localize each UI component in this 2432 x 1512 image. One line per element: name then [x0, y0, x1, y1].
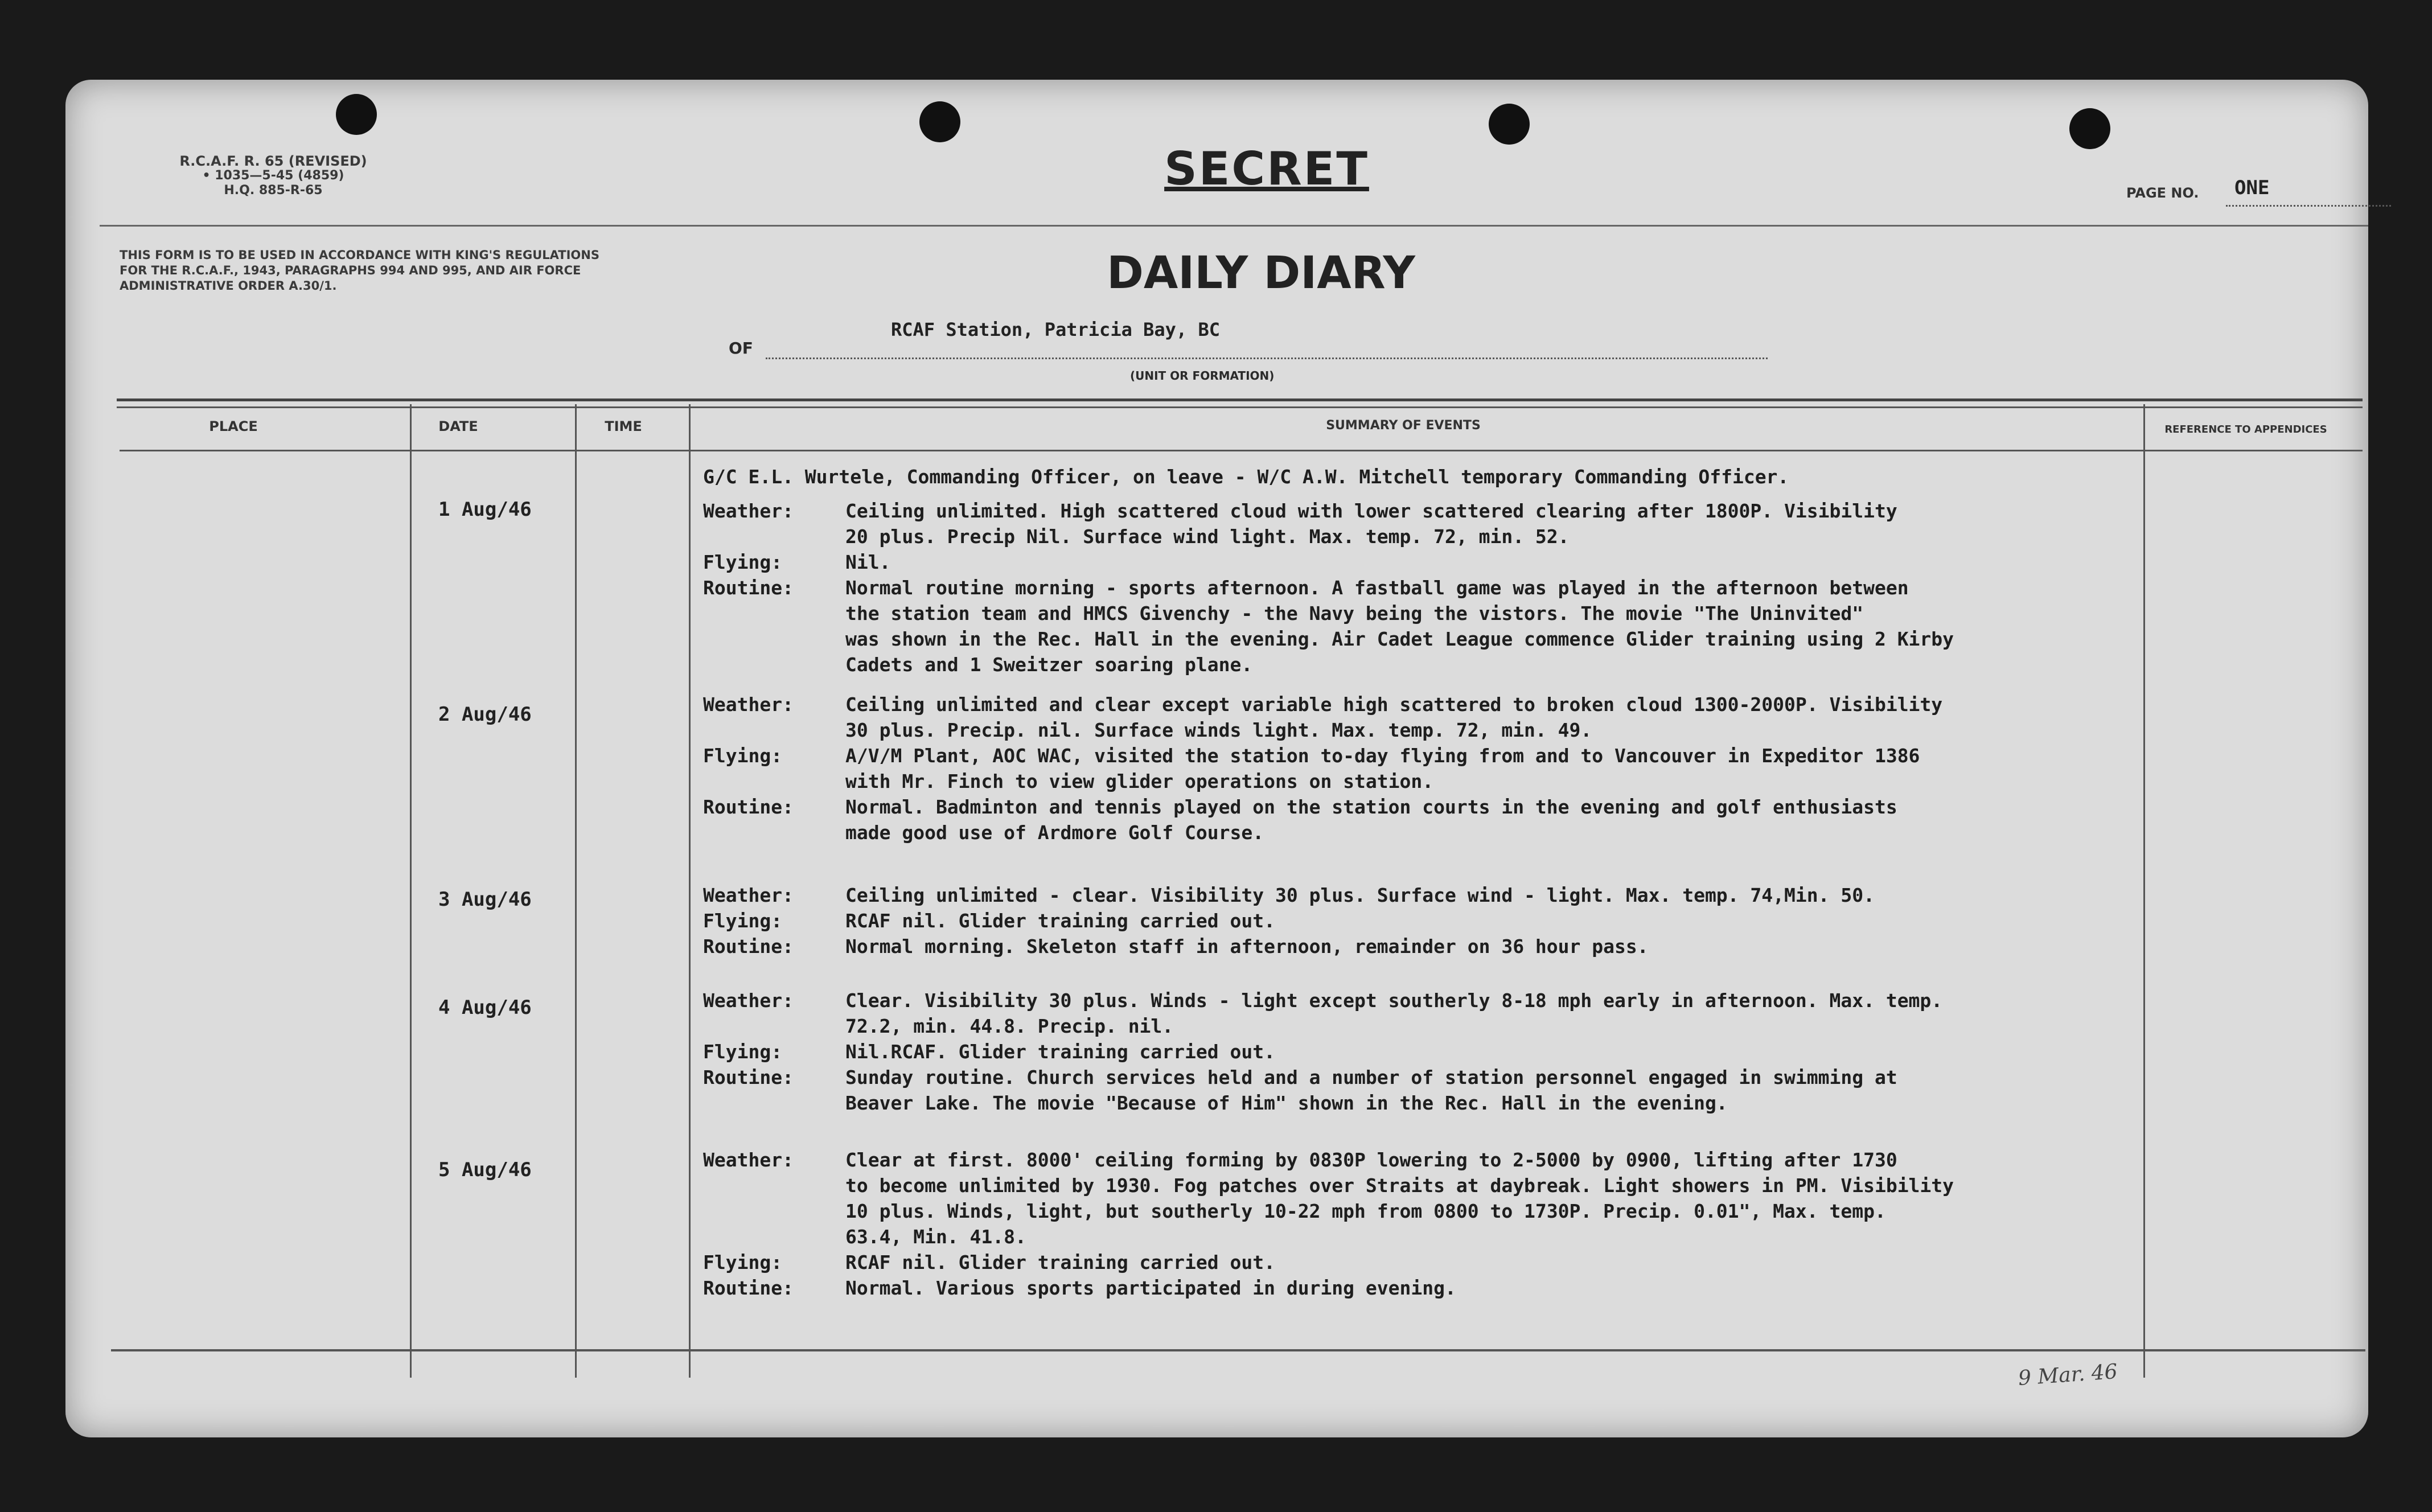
header-divider	[100, 225, 2368, 227]
entry-label: Routine:	[703, 577, 794, 599]
column-divider	[410, 404, 412, 1378]
diary-card	[65, 80, 2368, 1437]
entry-text-line: Cadets and 1 Sweitzer soaring plane.	[845, 654, 1253, 676]
punch-hole	[919, 101, 960, 142]
entry-text-line: 30 plus. Precip. nil. Surface winds light. Max. temp. 72, min. 49.	[845, 719, 1592, 741]
entry-label: Flying:	[703, 745, 783, 767]
entry-label: Flying:	[703, 1251, 783, 1273]
unit-value: RCAF Station, Patricia Bay, BC	[891, 319, 1220, 340]
entry-text-line: Normal routine morning - sports afternoon. A fastball game was played in the afternoon between	[845, 577, 1909, 599]
entry-text-line: 72.2, min. 44.8. Precip. nil.	[845, 1015, 1174, 1037]
document-title: DAILY DIARY	[1107, 248, 1415, 299]
form-id-line: R.C.A.F. R. 65 (REVISED)	[179, 153, 367, 169]
entry-label: Weather:	[703, 1149, 794, 1171]
entry-label: Weather:	[703, 693, 794, 716]
entry-text-line: Ceiling unlimited - clear. Visibility 30 plus. Surface wind - light. Max. temp. 74,Min. 50.	[845, 884, 1875, 906]
classification-heading: SECRET	[1164, 142, 1369, 195]
entry-label: Flying:	[703, 910, 783, 932]
entry-text-line: Beaver Lake. The movie "Because of Him" shown in the Rec. Hall in the evening.	[845, 1092, 1728, 1114]
entry-label: Weather:	[703, 500, 794, 522]
entry-text-line: Clear. Visibility 30 plus. Winds - light except southerly 8-18 mph early in afternoon. Max. temp.	[845, 989, 1943, 1012]
of-label: OF	[729, 339, 753, 358]
entry-text-line: A/V/M Plant, AOC WAC, visited the station to-day flying from and to Vancouver in Expeditor 1386	[845, 745, 1920, 767]
entry-date: 1 Aug/46	[438, 498, 532, 521]
entry-text-line: with Mr. Finch to view glider operations on station.	[845, 770, 1434, 792]
form-instructions: THIS FORM IS TO BE USED IN ACCORDANCE WITH KING'S REGULATIONS FOR THE R.C.A.F., 1943, PARAGRAPHS 994 AND 995, AND AIR FORCE ADMINISTRATIVE ORDER A.30/1.	[120, 248, 599, 293]
entry-text-line: RCAF nil. Glider training carried out.	[845, 1251, 1275, 1273]
unit-caption: (UNIT OR FORMATION)	[1130, 369, 1275, 383]
column-divider	[575, 404, 577, 1378]
entry-text-line: Normal morning. Skeleton staff in afternoon, remainder on 36 hour pass.	[845, 935, 1649, 958]
entry-text-line: Normal. Badminton and tennis played on the station courts in the evening and golf enthusiasts	[845, 796, 1897, 818]
entry-label: Routine:	[703, 796, 794, 818]
entry-text-line: Sunday routine. Church services held and a number of station personnel engaged in swimming at	[845, 1066, 1897, 1088]
entry-text-line: Ceiling unlimited and clear except variable high scattered to broken cloud 1300-2000P. Visibility	[845, 693, 1943, 716]
entry-text-line: Nil.	[845, 551, 891, 573]
entry-date: 4 Aug/46	[438, 996, 532, 1019]
entry-date: 3 Aug/46	[438, 888, 532, 911]
punch-hole	[336, 94, 377, 135]
entry-text-line: Ceiling unlimited. High scattered cloud with lower scattered clearing after 1800P. Visibility	[845, 500, 1897, 522]
entry-label: Flying:	[703, 551, 783, 573]
entry-text-line: was shown in the Rec. Hall in the evening. Air Cadet League commence Glider training using 2 Kirby	[845, 628, 1954, 650]
entry-date: 5 Aug/46	[438, 1158, 532, 1181]
entry-text-line: Normal. Various sports participated in during evening.	[845, 1277, 1456, 1299]
table-top-rule	[117, 398, 2363, 408]
column-header-date: DATE	[438, 418, 478, 434]
entry-label: Routine:	[703, 1277, 794, 1299]
entry-text-line: Nil.RCAF. Glider training carried out.	[845, 1041, 1275, 1063]
intro-text: G/C E.L. Wurtele, Commanding Officer, on leave - W/C A.W. Mitchell temporary Commanding Officer.	[703, 466, 1789, 488]
page-no-underline	[2226, 205, 2391, 207]
form-identifier	[137, 154, 410, 198]
entry-text-line: the station team and HMCS Givenchy - the Navy being the vistors. The movie "The Uninvited"	[845, 602, 1864, 624]
entry-label: Routine:	[703, 935, 794, 958]
entry-text-line: made good use of Ardmore Golf Course.	[845, 821, 1264, 844]
column-divider	[2143, 404, 2145, 1378]
column-header-reference: REFERENCE TO APPENDICES	[2164, 424, 2327, 435]
entry-text-line: 20 plus. Precip Nil. Surface wind light. Max. temp. 72, min. 52.	[845, 525, 1570, 548]
column-header-summary: SUMMARY OF EVENTS	[1326, 418, 1481, 433]
page-no-label: PAGE NO.	[2126, 185, 2199, 201]
handwritten-initials: 9 Mar. 46	[2017, 1359, 2118, 1391]
entry-text-line: 63.4, Min. 41.8.	[845, 1226, 1026, 1248]
column-header-time: TIME	[605, 418, 642, 434]
form-id-line: H.Q. 885-R-65	[224, 183, 323, 198]
header-rule	[120, 450, 2363, 451]
unit-underline	[766, 358, 1768, 359]
entry-label: Flying:	[703, 1041, 783, 1063]
entry-text-line: RCAF nil. Glider training carried out.	[845, 910, 1275, 932]
column-divider	[689, 404, 691, 1378]
form-id-line: • 1035—5-45 (4859)	[202, 169, 344, 183]
entry-label: Weather:	[703, 989, 794, 1012]
punch-hole	[1489, 104, 1530, 145]
page-no-value: ONE	[2234, 176, 2270, 199]
entry-text-line: to become unlimited by 1930. Fog patches over Straits at daybreak. Light showers in PM. Visibility	[845, 1174, 1954, 1197]
punch-hole	[2069, 108, 2110, 149]
table-bottom-rule	[111, 1349, 2365, 1351]
entry-date: 2 Aug/46	[438, 703, 532, 726]
intro-line	[703, 464, 1789, 490]
column-header-place: PLACE	[209, 418, 258, 434]
entry-text-line: 10 plus. Winds, light, but southerly 10-22 mph from 0800 to 1730P. Precip. 0.01", Max. temp.	[845, 1200, 1886, 1222]
entry-text-line: Clear at first. 8000' ceiling forming by 0830P lowering to 2-5000 by 0900, lifting after 1730	[845, 1149, 1897, 1171]
entry-label: Weather:	[703, 884, 794, 906]
entry-label: Routine:	[703, 1066, 794, 1088]
